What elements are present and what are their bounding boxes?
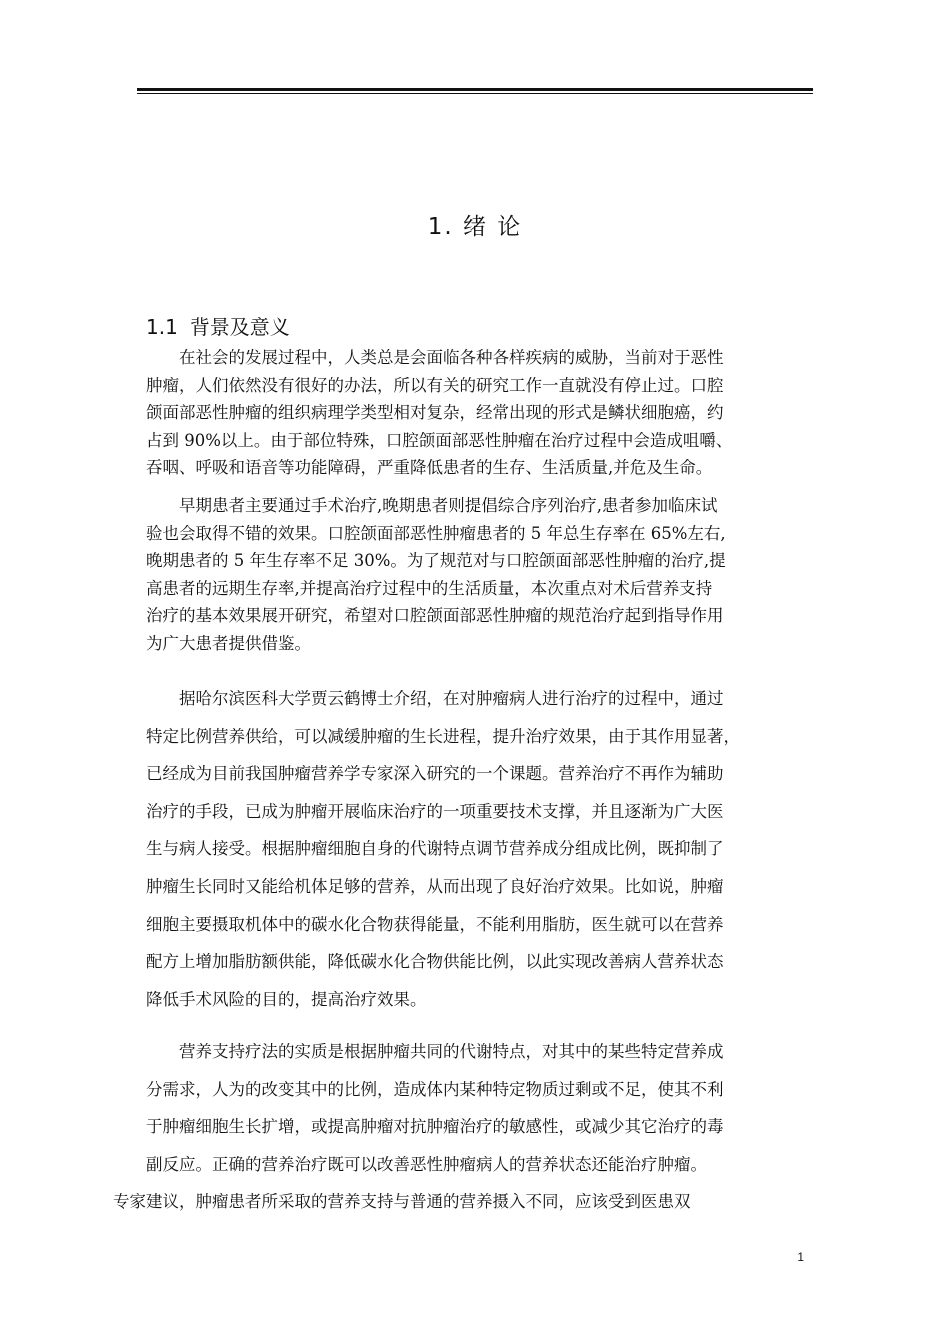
paragraph-line: 占到 90%以上。由于部位特殊，口腔颌面部恶性肿瘤在治疗过程中会造成咀嚼、	[146, 430, 733, 450]
paragraph-line: 高患者的远期生存率,并提高治疗过程中的生活质量，本次重点对术后营养支持	[146, 578, 713, 598]
chapter-title: 1. 绪 论	[427, 214, 523, 240]
paragraph-1	[146, 344, 806, 482]
paragraph-line: 为广大患者提供借鉴。	[146, 633, 311, 653]
paragraph-line: 肿瘤，人们依然没有很好的办法，所以有关的研究工作一直就没有停止过。口腔	[146, 375, 724, 395]
paragraph-line: 据哈尔滨医科大学贾云鹤博士介绍，在对肿瘤病人进行治疗的过程中，通过	[179, 689, 724, 708]
paragraph-line: 配方上增加脂肪额供能，降低碳水化合物供能比例，以此实现改善病人营养状态	[146, 952, 724, 972]
paragraph-line: 治疗的手段，已成为肿瘤开展临床治疗的一项重要技术支撑，并且逐渐为广大医	[146, 801, 724, 821]
paragraph-line: 治疗的基本效果展开研究，希望对口腔颌面部恶性肿瘤的规范治疗起到指导作用	[146, 606, 724, 625]
paragraph-line: 副反应。正确的营养治疗既可以改善恶性肿瘤病人的营养状态还能治疗肿瘤。	[146, 1154, 707, 1174]
paragraph-line: 在社会的发展过程中，人类总是会面临各种各样疾病的威胁，当前对于恶性	[179, 348, 724, 367]
paragraph-line: 颌面部恶性肿瘤的组织病理学类型相对复杂，经常出现的形式是鳞状细胞癌，约	[146, 403, 724, 422]
paragraph-2	[146, 492, 806, 657]
paragraph-line: 晚期患者的 5 年生存率不足 30%。为了规范对与口腔颌面部恶性肿瘤的治疗,提	[146, 551, 726, 570]
header-rule-thick	[137, 88, 813, 91]
paragraph-line: 吞咽、呼吸和语音等功能障碍，严重降低患者的生存、生活质量,并危及生命。	[146, 458, 713, 477]
paragraph-line: 特定比例营养供给，可以减缓肿瘤的生长进程，提升治疗效果，由于其作用显著，	[146, 726, 740, 746]
paragraph-line: 专家建议，肿瘤患者所采取的营养支持与普通的营养摄入不同，应该受到医患双	[113, 1192, 691, 1212]
header-rule-thin	[137, 93, 813, 94]
section-title: 背景及意义	[189, 315, 290, 339]
paragraph-line: 早期患者主要通过手术治疗,晚期患者则提倡综合序列治疗,患者参加临床试	[179, 496, 718, 515]
paragraph-line: 生与病人接受。根据肿瘤细胞自身的代谢特点调节营养成分组成比例，既抑制了	[146, 839, 724, 859]
paragraph-line: 降低手术风险的目的，提高治疗效果。	[146, 989, 427, 1009]
paragraph-line: 已经成为目前我国肿瘤营养学专家深入研究的一个课题。营养治疗不再作为辅助	[146, 764, 724, 784]
paragraph-3	[146, 680, 806, 1018]
paragraph-line: 验也会取得不错的效果。口腔颌面部恶性肿瘤患者的 5 年总生存率在 65%左右,	[146, 523, 726, 543]
paragraph-line: 细胞主要摄取机体中的碳水化合物获得能量，不能利用脂肪，医生就可以在营养	[146, 914, 724, 934]
section-heading	[146, 311, 290, 340]
paragraph-line: 肿瘤生长同时又能给机体足够的营养，从而出现了良好治疗效果。比如说，肿瘤	[146, 876, 724, 896]
paragraph-4	[113, 1033, 806, 1221]
paragraph-line: 于肿瘤细胞生长扩增，或提高肿瘤对抗肿瘤治疗的敏感性，或减少其它治疗的毒	[146, 1117, 724, 1137]
section-number: 1.1	[146, 315, 178, 339]
page-number: 1	[797, 1250, 804, 1264]
paragraph-line: 营养支持疗法的实质是根据肿瘤共同的代谢特点，对其中的某些特定营养成	[179, 1042, 724, 1061]
paragraph-line: 分需求，人为的改变其中的比例，造成体内某种特定物质过剩或不足，使其不利	[146, 1079, 724, 1099]
